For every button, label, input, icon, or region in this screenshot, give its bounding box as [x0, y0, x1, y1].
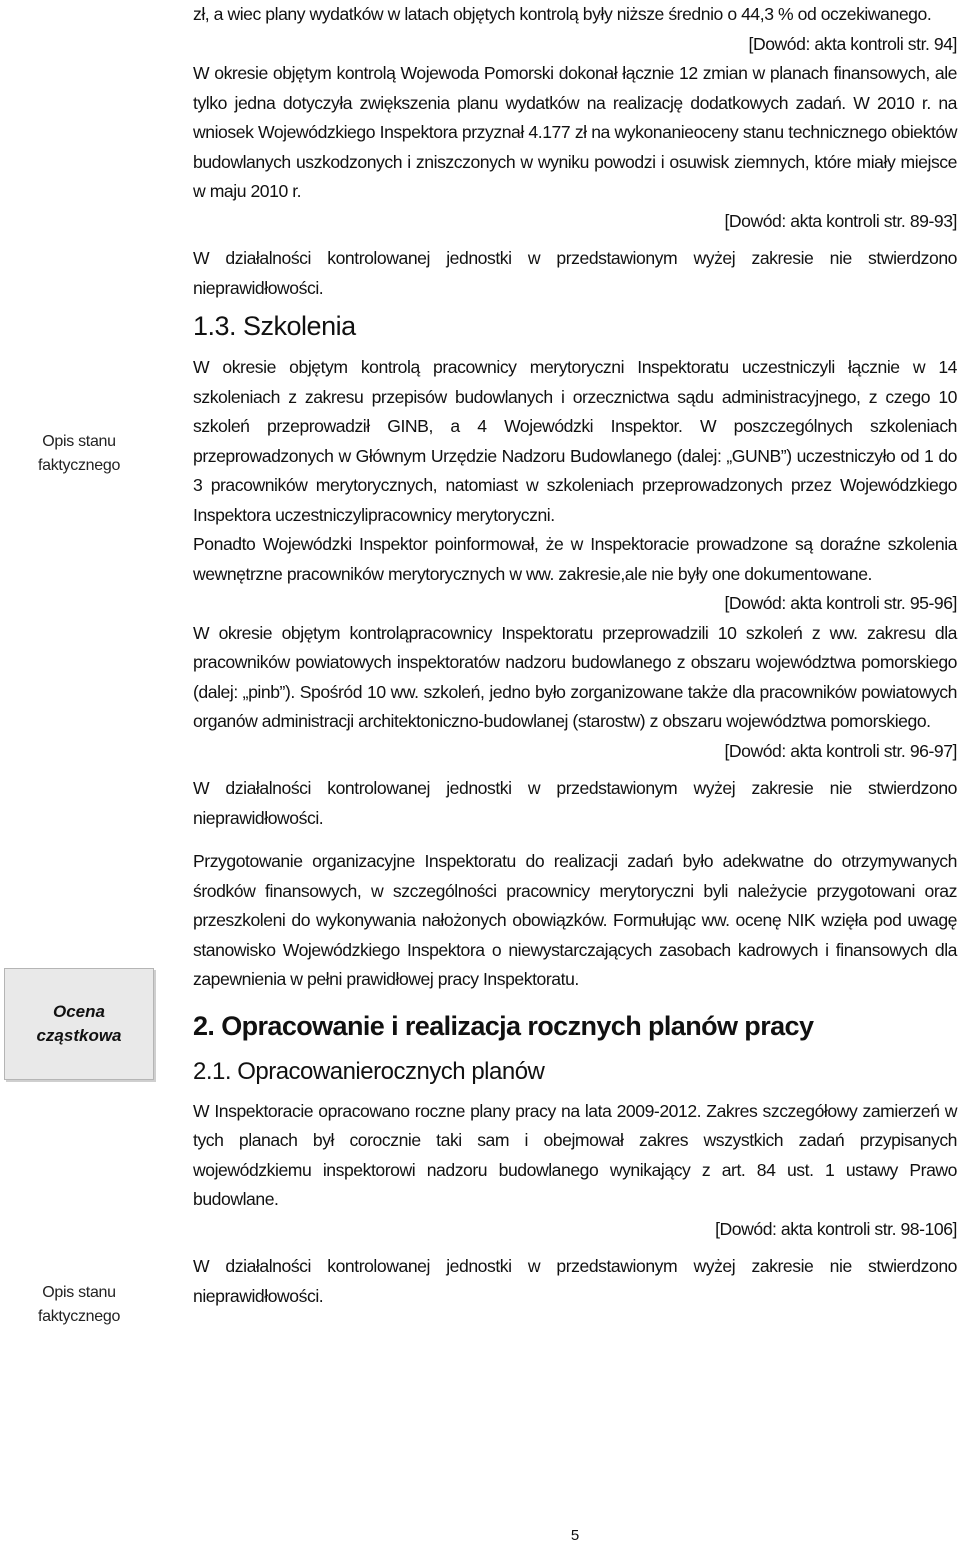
paragraph: Przygotowanie organizacyjne Inspektoratu do realizacji zadań było adekwatne do otrzymywanych środków finansowych, w szczególności pracownicy merytoryczni byli należycie przygotowani oraz przeszkoleni do wykonywania nałożonych obowiązków. Formułując ww. ocenę NIK wzięła pod uwagę stanowisko Wojewódzkiego Inspektora o niewystarczających zasobach kadrowych i finansowych dla zapewnienia w pełni prawidłowej pracy Inspektoratu.: [193, 851, 957, 989]
chapter-heading-2: 2. Opracowanie i realizacja rocznych planów pracy: [193, 1010, 814, 1041]
evidence-citation: [Dowód: akta kontroli str. 98-106]: [715, 1218, 957, 1239]
margin-box-ocena-czastkowa: [4, 968, 154, 1080]
margin-box-line: cząstkowa: [36, 1026, 122, 1045]
margin-label-line: Opis stanu: [42, 1284, 116, 1301]
paragraph: W Inspektoracie opracowano roczne plany pracy na lata 2009-2012. Zakres szczegółowy zamierzeń w tych planach był corocznie taki sam i obejmował zakres wszystkich zadań przypisanych wojewódzkiemu inspektorowi nadzoru budowlanego wynikający z art. 84 ust. 1 ustawy Prawo budowlane.: [193, 1100, 957, 1209]
section-heading-1-3: 1.3. Szkolenia: [193, 311, 356, 341]
evidence-citation: [Dowód: akta kontroli str. 89-93]: [724, 210, 957, 231]
evidence-citation: [Dowód: akta kontroli str. 94]: [748, 33, 957, 54]
document-body: [193, 0, 957, 1311]
paragraph: W okresie objętym kontrolą Wojewoda Pomorski dokonał łącznie 12 zmian w planach finansowych, ale tylko jedna dotyczyła zwiększenia planu wydatków na realizację dodatkowych zadań. W 2010 r. na wniosek Wojewódzkiego Inspektora przyznał 4.177 zł na wykonanieoceny stanu technicznego obiektów budowlanych uszkodzonych i zniszczonych w wyniku powodzi i osuwisk ziemnych, które miały miejsce w maju 2010 r.: [193, 63, 957, 201]
paragraph: W okresie objętym kontrolą pracownicy merytoryczni Inspektoratu uczestniczyli łącznie w 14 szkoleniach z zakresu przepisów budowlanych i orzecznictwa sądu administracyjnego, z czego 10 szkoleń przeprowadził GINB, a 4 Wojewódzki Inspektor. W poszczególnych szkoleniach przeprowadzonych w Głównym Urzędzie Nadzoru Budowlanego (dalej: „GUNB”) uczestniczyło od 1 do 3 pracowników merytorycznych, natomiast w szkoleniach przeprowadzonych przez Wojewódzkiego Inspektora uczestniczylipracownicy merytoryczni.: [193, 357, 957, 525]
paragraph: W działalności kontrolowanej jednostki w przedstawionym wyżej zakresie nie stwierdzono nieprawidłowości.: [193, 1256, 957, 1306]
paragraph: zł, a wiec plany wydatków w latach objętych kontrolą były niższe średnio o 44,3 % od oczekiwanego.: [193, 4, 932, 24]
evidence-citation: [Dowód: akta kontroli str. 95-96]: [724, 593, 957, 613]
paragraph: W okresie objętym kontroląpracownicy Inspektoratu przeprowadzili 10 szkoleń z ww. zakresu dla pracowników powiatowych inspektoratów nadzoru budowlanego z obszaru województwa pomorskiego (dalej: „pinb”). Spośród 10 ww. szkoleń, jedno było zorganizowane także dla pracowników powiatowych organów administracji architektoniczno-budowlanej (starostw) z obszaru województwa pomorskiego.: [193, 622, 957, 731]
margin-label-opis-stanu-2: [4, 1281, 154, 1329]
paragraph: Ponadto Wojewódzki Inspektor poinformował, że w Inspektoracie prowadzone są doraźne szkolenia wewnętrzne pracowników merytorycznych w ww. zakresie,ale nie były one dokumentowane.: [193, 534, 957, 584]
evidence-citation: [Dowód: akta kontroli str. 96-97]: [724, 740, 957, 761]
page-number: 5: [570, 1527, 580, 1544]
margin-label-line: Opis stanu: [42, 433, 116, 450]
margin-box-line: Ocena: [53, 1002, 105, 1021]
margin-label-line: faktycznego: [37, 1308, 121, 1325]
margin-label-line: faktycznego: [37, 457, 121, 474]
margin-label-opis-stanu-1: [4, 430, 154, 478]
paragraph: W działalności kontrolowanej jednostki w przedstawionym wyżej zakresie nie stwierdzono nieprawidłowości.: [193, 778, 957, 828]
paragraph: W działalności kontrolowanej jednostki w przedstawionym wyżej zakresie nie stwierdzono nieprawidłowości.: [193, 248, 957, 298]
section-heading-2-1: 2.1. Opracowanierocznych planów: [193, 1057, 545, 1085]
